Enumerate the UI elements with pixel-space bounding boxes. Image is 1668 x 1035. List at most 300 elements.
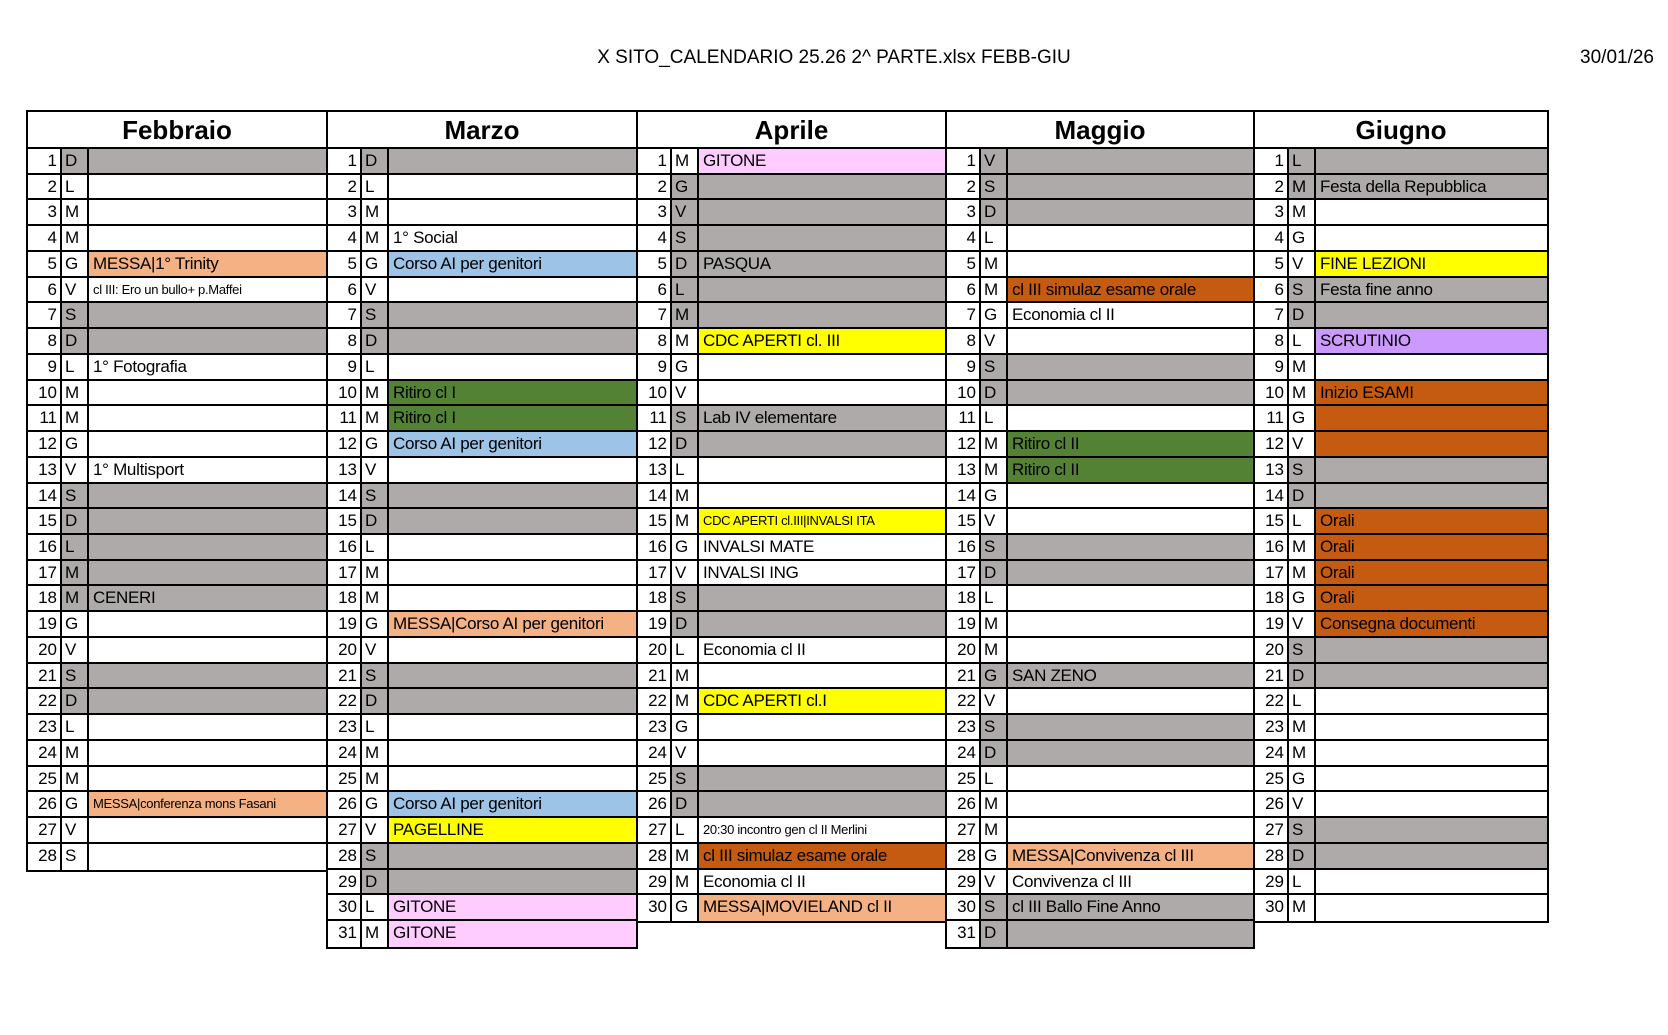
day-row bbox=[638, 895, 945, 921]
weekday-letter: S bbox=[362, 303, 389, 327]
weekday-letter: M bbox=[672, 844, 699, 868]
event-cell[interactable] bbox=[1316, 818, 1547, 842]
day-row bbox=[28, 638, 326, 664]
day-number: 8 bbox=[638, 329, 672, 353]
day-number: 6 bbox=[328, 278, 362, 302]
event-cell[interactable] bbox=[89, 432, 326, 456]
event-cell[interactable]: 20:30 incontro gen cl II Merlini bbox=[699, 818, 945, 842]
day-number: 1 bbox=[947, 149, 981, 173]
event-cell[interactable] bbox=[1316, 149, 1547, 173]
event-cell[interactable]: INVALSI MATE bbox=[699, 535, 945, 559]
event-cell[interactable]: Convivenza cl III bbox=[1008, 870, 1253, 894]
event-cell[interactable]: GITONE bbox=[389, 921, 636, 947]
event-cell[interactable] bbox=[89, 561, 326, 585]
day-number: 25 bbox=[1255, 767, 1289, 791]
event-cell[interactable] bbox=[389, 355, 636, 379]
day-number: 8 bbox=[328, 329, 362, 353]
day-row bbox=[328, 432, 636, 458]
day-number: 12 bbox=[1255, 432, 1289, 456]
event-cell[interactable]: SCRUTINIO bbox=[1316, 329, 1547, 353]
event-cell[interactable] bbox=[1008, 792, 1253, 816]
event-cell[interactable] bbox=[389, 715, 636, 739]
event-cell[interactable] bbox=[89, 689, 326, 713]
event-cell[interactable]: Orali bbox=[1316, 586, 1547, 610]
day-number: 16 bbox=[947, 535, 981, 559]
weekday-letter: L bbox=[362, 355, 389, 379]
event-cell[interactable] bbox=[389, 329, 636, 353]
event-cell[interactable] bbox=[699, 792, 945, 816]
weekday-letter: D bbox=[981, 381, 1008, 405]
day-row bbox=[638, 664, 945, 690]
day-number: 23 bbox=[947, 715, 981, 739]
day-number: 16 bbox=[638, 535, 672, 559]
event-cell[interactable] bbox=[1008, 381, 1253, 405]
weekday-letter: V bbox=[981, 149, 1008, 173]
day-number: 28 bbox=[328, 844, 362, 868]
event-cell[interactable] bbox=[699, 381, 945, 405]
day-row bbox=[947, 175, 1253, 201]
day-row bbox=[328, 664, 636, 690]
weekday-letter: G bbox=[362, 612, 389, 636]
event-cell[interactable]: GITONE bbox=[699, 149, 945, 173]
event-cell[interactable] bbox=[699, 664, 945, 688]
event-cell[interactable] bbox=[699, 484, 945, 508]
day-number: 20 bbox=[1255, 638, 1289, 662]
event-cell[interactable]: CDC APERTI cl. III bbox=[699, 329, 945, 353]
event-cell[interactable] bbox=[89, 329, 326, 353]
event-cell[interactable] bbox=[699, 586, 945, 610]
event-cell[interactable] bbox=[89, 844, 326, 870]
event-cell[interactable]: Festa fine anno bbox=[1316, 278, 1547, 302]
day-number: 26 bbox=[28, 792, 62, 816]
weekday-letter: M bbox=[981, 612, 1008, 636]
day-number: 12 bbox=[328, 432, 362, 456]
day-row bbox=[1255, 664, 1547, 690]
event-cell[interactable] bbox=[1008, 484, 1253, 508]
day-number: 11 bbox=[28, 406, 62, 430]
day-number: 9 bbox=[1255, 355, 1289, 379]
event-cell[interactable]: CENERI bbox=[89, 586, 326, 610]
event-cell[interactable] bbox=[1008, 252, 1253, 276]
weekday-letter: D bbox=[1289, 844, 1316, 868]
weekday-letter: G bbox=[62, 252, 89, 276]
event-cell[interactable]: cl III: Ero un bullo+ p.Maffei bbox=[89, 278, 326, 302]
event-cell[interactable] bbox=[89, 638, 326, 662]
day-number: 11 bbox=[1255, 406, 1289, 430]
day-row bbox=[638, 458, 945, 484]
day-row bbox=[1255, 381, 1547, 407]
event-cell[interactable] bbox=[89, 664, 326, 688]
event-cell[interactable] bbox=[699, 612, 945, 636]
weekday-letter: V bbox=[62, 818, 89, 842]
day-row bbox=[28, 226, 326, 252]
weekday-letter: L bbox=[1289, 509, 1316, 533]
day-number: 23 bbox=[638, 715, 672, 739]
day-row bbox=[28, 612, 326, 638]
weekday-letter: M bbox=[672, 329, 699, 353]
weekday-letter: L bbox=[362, 535, 389, 559]
day-number: 18 bbox=[28, 586, 62, 610]
event-cell[interactable] bbox=[699, 715, 945, 739]
event-cell[interactable] bbox=[1008, 329, 1253, 353]
event-cell[interactable]: Festa della Repubblica bbox=[1316, 175, 1547, 199]
weekday-letter: D bbox=[1289, 484, 1316, 508]
event-cell[interactable] bbox=[1008, 612, 1253, 636]
weekday-letter: S bbox=[981, 715, 1008, 739]
event-cell[interactable]: CDC APERTI cl.I bbox=[699, 689, 945, 713]
weekday-letter: M bbox=[62, 200, 89, 224]
weekday-letter: V bbox=[981, 329, 1008, 353]
weekday-letter: S bbox=[1289, 818, 1316, 842]
weekday-letter: S bbox=[1289, 278, 1316, 302]
event-cell[interactable] bbox=[1316, 638, 1547, 662]
day-number: 24 bbox=[1255, 741, 1289, 765]
day-number: 27 bbox=[1255, 818, 1289, 842]
weekday-letter: M bbox=[981, 818, 1008, 842]
event-cell[interactable]: Ritiro cl I bbox=[389, 406, 636, 430]
event-cell[interactable] bbox=[699, 200, 945, 224]
event-cell[interactable] bbox=[389, 561, 636, 585]
event-cell[interactable]: Inizio ESAMI bbox=[1316, 381, 1547, 405]
event-cell[interactable]: Orali bbox=[1316, 509, 1547, 533]
day-row bbox=[328, 586, 636, 612]
day-row bbox=[328, 226, 636, 252]
day-number: 25 bbox=[638, 767, 672, 791]
event-cell[interactable] bbox=[699, 303, 945, 327]
event-cell[interactable]: Orali bbox=[1316, 535, 1547, 559]
event-cell[interactable]: 1° Fotografia bbox=[89, 355, 326, 379]
event-cell[interactable] bbox=[89, 715, 326, 739]
day-row bbox=[638, 303, 945, 329]
weekday-letter: M bbox=[362, 381, 389, 405]
day-number: 25 bbox=[28, 767, 62, 791]
event-cell[interactable] bbox=[89, 612, 326, 636]
weekday-letter: D bbox=[362, 149, 389, 173]
event-cell[interactable] bbox=[389, 200, 636, 224]
event-cell[interactable]: Corso AI per genitori bbox=[389, 792, 636, 816]
event-cell[interactable]: Economia cl II bbox=[1008, 303, 1253, 327]
event-cell[interactable] bbox=[1008, 561, 1253, 585]
day-number: 30 bbox=[947, 895, 981, 919]
event-cell[interactable] bbox=[1008, 509, 1253, 533]
day-row bbox=[28, 792, 326, 818]
day-number: 28 bbox=[1255, 844, 1289, 868]
event-cell[interactable] bbox=[699, 226, 945, 250]
event-cell[interactable] bbox=[389, 535, 636, 559]
day-number: 19 bbox=[638, 612, 672, 636]
day-row bbox=[638, 406, 945, 432]
day-number: 21 bbox=[28, 664, 62, 688]
event-cell[interactable]: MESSA|conferenza mons Fasani bbox=[89, 792, 326, 816]
weekday-letter: S bbox=[981, 895, 1008, 919]
day-number: 19 bbox=[328, 612, 362, 636]
day-number: 20 bbox=[638, 638, 672, 662]
event-cell[interactable] bbox=[1316, 200, 1547, 224]
event-cell[interactable] bbox=[389, 509, 636, 533]
event-cell[interactable] bbox=[389, 689, 636, 713]
day-number: 1 bbox=[638, 149, 672, 173]
day-number: 5 bbox=[947, 252, 981, 276]
event-cell[interactable]: 1° Social bbox=[389, 226, 636, 250]
event-cell[interactable] bbox=[699, 767, 945, 791]
weekday-letter: S bbox=[672, 226, 699, 250]
day-number: 29 bbox=[1255, 870, 1289, 894]
event-cell[interactable] bbox=[699, 278, 945, 302]
event-cell[interactable] bbox=[89, 226, 326, 250]
event-cell[interactable] bbox=[1316, 226, 1547, 250]
day-row bbox=[638, 252, 945, 278]
event-cell[interactable] bbox=[699, 432, 945, 456]
event-cell[interactable]: GITONE bbox=[389, 895, 636, 919]
weekday-letter: M bbox=[62, 226, 89, 250]
event-cell[interactable] bbox=[1316, 432, 1547, 456]
weekday-letter: G bbox=[1289, 767, 1316, 791]
weekday-letter: L bbox=[981, 586, 1008, 610]
day-row bbox=[1255, 509, 1547, 535]
day-row bbox=[1255, 200, 1547, 226]
event-cell[interactable]: INVALSI ING bbox=[699, 561, 945, 585]
weekday-letter: G bbox=[62, 792, 89, 816]
day-row bbox=[328, 484, 636, 510]
day-row bbox=[947, 715, 1253, 741]
event-cell[interactable] bbox=[1008, 406, 1253, 430]
month-feb bbox=[26, 110, 328, 872]
event-cell[interactable]: FINE LEZIONI bbox=[1316, 252, 1547, 276]
event-cell[interactable] bbox=[89, 303, 326, 327]
event-cell[interactable] bbox=[1008, 689, 1253, 713]
event-cell[interactable]: Ritiro cl II bbox=[1008, 432, 1253, 456]
event-cell[interactable] bbox=[1008, 535, 1253, 559]
weekday-letter: M bbox=[1289, 200, 1316, 224]
event-cell[interactable] bbox=[1008, 200, 1253, 224]
day-row bbox=[947, 895, 1253, 921]
event-cell[interactable] bbox=[1008, 638, 1253, 662]
event-cell[interactable] bbox=[1316, 870, 1547, 894]
event-cell[interactable]: 1° Multisport bbox=[89, 458, 326, 482]
month-header: Maggio bbox=[947, 112, 1253, 149]
day-row bbox=[28, 689, 326, 715]
event-cell[interactable] bbox=[389, 741, 636, 765]
event-cell[interactable] bbox=[1008, 715, 1253, 739]
event-cell[interactable] bbox=[389, 870, 636, 894]
document-title: X SITO_CALENDARIO 25.26 2^ PARTE.xlsx FEBB-GIU bbox=[597, 47, 1071, 68]
event-cell[interactable]: cl III simulaz esame orale bbox=[699, 844, 945, 868]
weekday-letter: M bbox=[672, 484, 699, 508]
day-row bbox=[328, 329, 636, 355]
event-cell[interactable]: MESSA|MOVIELAND cl II bbox=[699, 895, 945, 921]
event-cell[interactable]: MESSA|Convivenza cl III bbox=[1008, 844, 1253, 868]
event-cell[interactable] bbox=[89, 175, 326, 199]
weekday-letter: M bbox=[1289, 381, 1316, 405]
event-cell[interactable]: Lab IV elementare bbox=[699, 406, 945, 430]
event-cell[interactable] bbox=[1008, 149, 1253, 173]
day-number: 7 bbox=[28, 303, 62, 327]
day-row bbox=[947, 612, 1253, 638]
month-apr bbox=[636, 110, 947, 923]
day-row bbox=[328, 612, 636, 638]
event-cell[interactable]: Ritiro cl II bbox=[1008, 458, 1253, 482]
event-cell[interactable] bbox=[89, 484, 326, 508]
event-cell[interactable] bbox=[1316, 664, 1547, 688]
day-number: 15 bbox=[328, 509, 362, 533]
weekday-letter: D bbox=[1289, 664, 1316, 688]
event-cell[interactable] bbox=[699, 355, 945, 379]
event-cell[interactable]: Corso AI per genitori bbox=[389, 432, 636, 456]
event-cell[interactable] bbox=[389, 278, 636, 302]
event-cell[interactable] bbox=[1008, 355, 1253, 379]
weekday-letter: M bbox=[1289, 715, 1316, 739]
event-cell[interactable] bbox=[89, 509, 326, 533]
month-mag bbox=[945, 110, 1255, 949]
event-cell[interactable] bbox=[1316, 844, 1547, 868]
event-cell[interactable]: cl III Ballo Fine Anno bbox=[1008, 895, 1253, 919]
event-cell[interactable] bbox=[1008, 921, 1253, 947]
event-cell[interactable]: PAGELLINE bbox=[389, 818, 636, 842]
day-row bbox=[1255, 767, 1547, 793]
day-row bbox=[638, 689, 945, 715]
weekday-letter: D bbox=[62, 509, 89, 533]
event-cell[interactable]: Ritiro cl I bbox=[389, 381, 636, 405]
event-cell[interactable] bbox=[389, 484, 636, 508]
event-cell[interactable] bbox=[1316, 484, 1547, 508]
day-number: 25 bbox=[328, 767, 362, 791]
weekday-letter: M bbox=[62, 741, 89, 765]
event-cell[interactable] bbox=[389, 586, 636, 610]
day-row bbox=[1255, 638, 1547, 664]
event-cell[interactable] bbox=[89, 200, 326, 224]
day-number: 26 bbox=[947, 792, 981, 816]
weekday-letter: L bbox=[981, 226, 1008, 250]
day-number: 17 bbox=[947, 561, 981, 585]
day-number: 15 bbox=[947, 509, 981, 533]
weekday-letter: M bbox=[672, 689, 699, 713]
event-cell[interactable] bbox=[1316, 689, 1547, 713]
event-cell[interactable] bbox=[89, 406, 326, 430]
day-row bbox=[947, 406, 1253, 432]
day-number: 27 bbox=[638, 818, 672, 842]
day-row bbox=[28, 303, 326, 329]
weekday-letter: L bbox=[362, 895, 389, 919]
event-cell[interactable] bbox=[1008, 767, 1253, 791]
event-cell[interactable] bbox=[89, 818, 326, 842]
day-number: 4 bbox=[638, 226, 672, 250]
event-cell[interactable] bbox=[89, 149, 326, 173]
day-row bbox=[638, 175, 945, 201]
event-cell[interactable] bbox=[89, 767, 326, 791]
event-cell[interactable] bbox=[89, 535, 326, 559]
event-cell[interactable] bbox=[1316, 767, 1547, 791]
event-cell[interactable] bbox=[389, 844, 636, 868]
event-cell[interactable] bbox=[89, 381, 326, 405]
event-cell[interactable] bbox=[389, 638, 636, 662]
event-cell[interactable] bbox=[1316, 355, 1547, 379]
day-number: 25 bbox=[947, 767, 981, 791]
weekday-letter: D bbox=[362, 509, 389, 533]
weekday-letter: D bbox=[981, 921, 1008, 947]
event-cell[interactable]: MESSA|1° Trinity bbox=[89, 252, 326, 276]
weekday-letter: V bbox=[62, 638, 89, 662]
weekday-letter: V bbox=[362, 638, 389, 662]
weekday-letter: M bbox=[62, 381, 89, 405]
weekday-letter: S bbox=[62, 664, 89, 688]
event-cell[interactable]: cl III simulaz esame orale bbox=[1008, 278, 1253, 302]
weekday-letter: M bbox=[362, 741, 389, 765]
event-cell[interactable] bbox=[1316, 715, 1547, 739]
event-cell[interactable] bbox=[1008, 741, 1253, 765]
event-cell[interactable] bbox=[699, 458, 945, 482]
event-cell[interactable] bbox=[1316, 741, 1547, 765]
event-cell[interactable]: Consegna documenti bbox=[1316, 612, 1547, 636]
weekday-letter: V bbox=[672, 561, 699, 585]
day-number: 22 bbox=[328, 689, 362, 713]
day-row bbox=[947, 689, 1253, 715]
day-row bbox=[328, 895, 636, 921]
day-number: 7 bbox=[1255, 303, 1289, 327]
weekday-letter: M bbox=[62, 767, 89, 791]
day-row bbox=[1255, 818, 1547, 844]
event-cell[interactable] bbox=[1008, 175, 1253, 199]
event-cell[interactable]: SAN ZENO bbox=[1008, 664, 1253, 688]
event-cell[interactable]: Economia cl II bbox=[699, 870, 945, 894]
event-cell[interactable] bbox=[1316, 303, 1547, 327]
day-row bbox=[638, 509, 945, 535]
event-cell[interactable] bbox=[1316, 406, 1547, 430]
event-cell[interactable] bbox=[699, 175, 945, 199]
weekday-letter: M bbox=[62, 561, 89, 585]
event-cell[interactable] bbox=[89, 741, 326, 765]
event-cell[interactable] bbox=[1316, 458, 1547, 482]
event-cell[interactable] bbox=[389, 175, 636, 199]
event-cell[interactable]: Orali bbox=[1316, 561, 1547, 585]
day-number: 7 bbox=[328, 303, 362, 327]
event-cell[interactable] bbox=[1316, 792, 1547, 816]
event-cell[interactable]: Economia cl II bbox=[699, 638, 945, 662]
event-cell[interactable] bbox=[1316, 895, 1547, 921]
day-number: 9 bbox=[947, 355, 981, 379]
day-number: 7 bbox=[638, 303, 672, 327]
event-cell[interactable] bbox=[389, 664, 636, 688]
event-cell[interactable]: PASQUA bbox=[699, 252, 945, 276]
day-row bbox=[28, 406, 326, 432]
event-cell[interactable]: MESSA|Corso AI per genitori bbox=[389, 612, 636, 636]
day-number: 4 bbox=[947, 226, 981, 250]
event-cell[interactable] bbox=[389, 767, 636, 791]
day-number: 21 bbox=[328, 664, 362, 688]
weekday-letter: M bbox=[1289, 355, 1316, 379]
event-cell[interactable] bbox=[1008, 586, 1253, 610]
event-cell[interactable] bbox=[389, 303, 636, 327]
event-cell[interactable] bbox=[389, 149, 636, 173]
day-number: 17 bbox=[1255, 561, 1289, 585]
weekday-letter: M bbox=[362, 226, 389, 250]
day-row bbox=[638, 818, 945, 844]
day-row bbox=[28, 818, 326, 844]
day-row bbox=[947, 509, 1253, 535]
event-cell[interactable] bbox=[1008, 818, 1253, 842]
event-cell[interactable]: CDC APERTI cl.III|INVALSI ITA bbox=[699, 509, 945, 533]
day-row bbox=[1255, 792, 1547, 818]
day-number: 21 bbox=[947, 664, 981, 688]
event-cell[interactable] bbox=[389, 458, 636, 482]
day-number: 2 bbox=[638, 175, 672, 199]
day-number: 24 bbox=[28, 741, 62, 765]
day-number: 14 bbox=[638, 484, 672, 508]
event-cell[interactable]: Corso AI per genitori bbox=[389, 252, 636, 276]
weekday-letter: D bbox=[981, 741, 1008, 765]
day-number: 18 bbox=[947, 586, 981, 610]
event-cell[interactable] bbox=[1008, 226, 1253, 250]
event-cell[interactable] bbox=[699, 741, 945, 765]
